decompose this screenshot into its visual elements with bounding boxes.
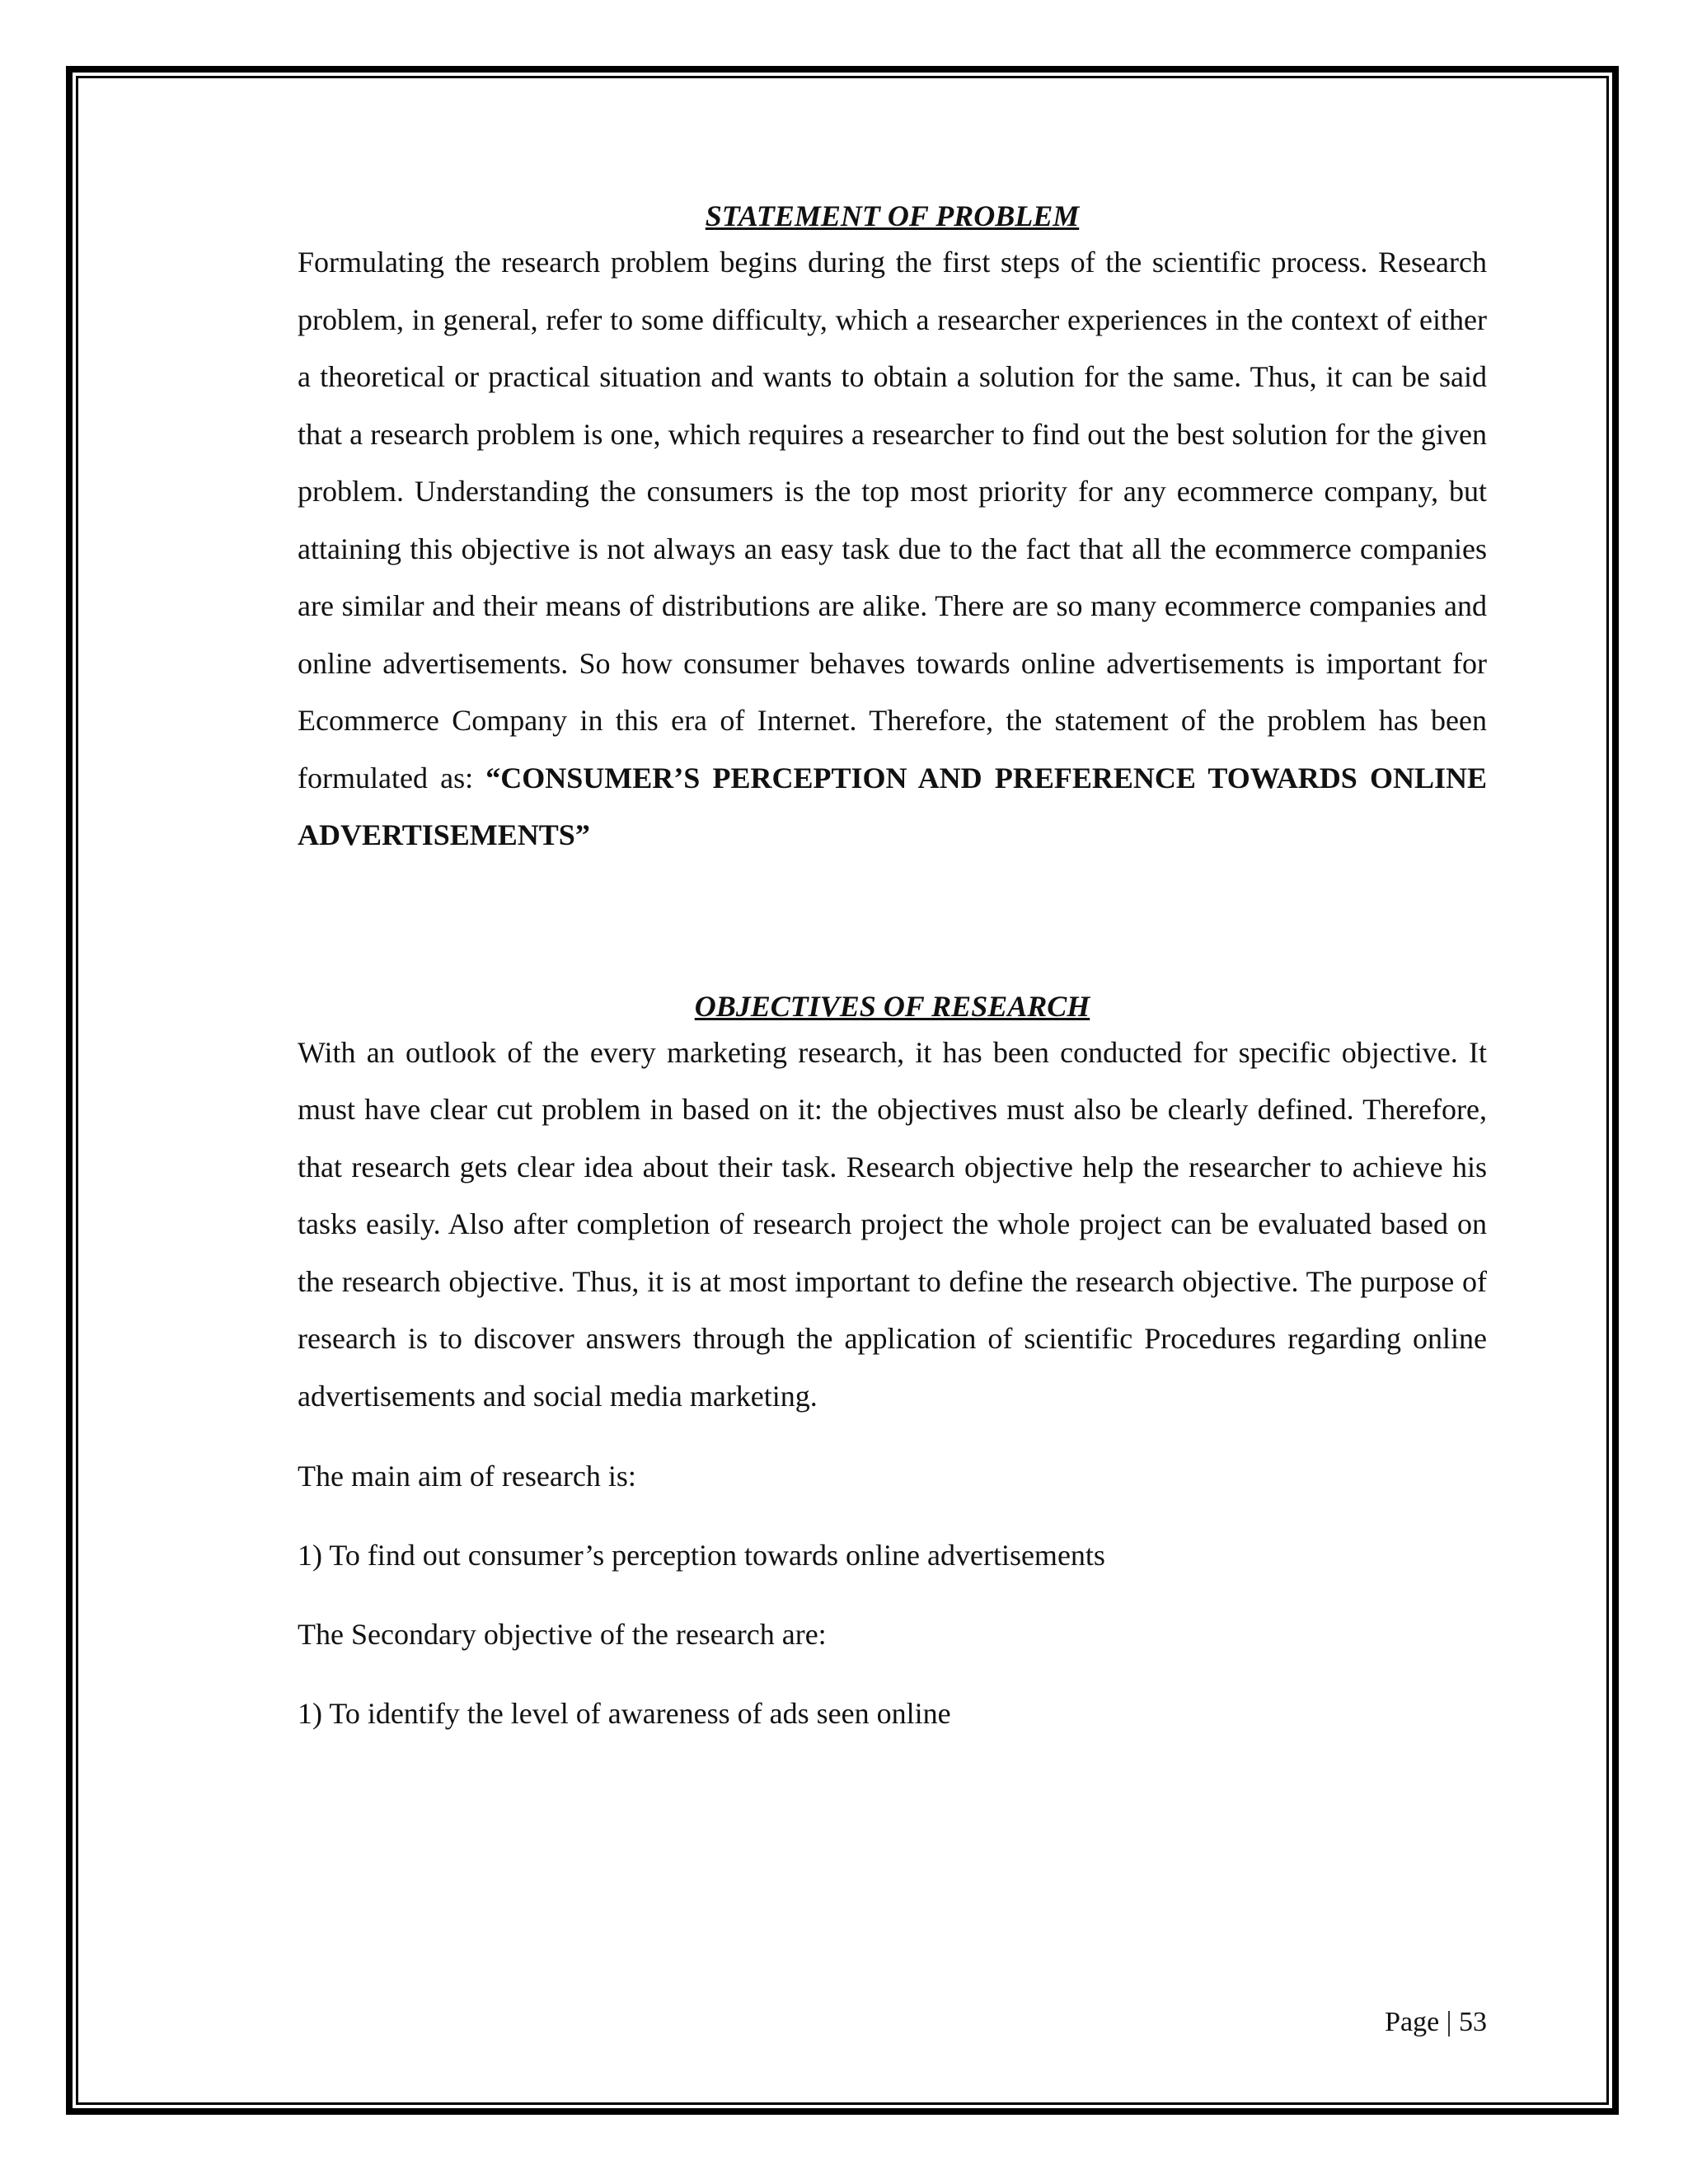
section-spacer [298,865,1487,988]
statement-of-problem-text: Formulating the research problem begins during the first steps of the scientific process. Research problem, in general, refer to some difficulty, which a researcher experiences in the context of either a theoretical or practical situation and wants to obtain a solution for the same. Thus, it can be said that a research problem is one, which requires a researcher to find out the best solution for the given problem. Understanding the consumers is the top most priority for any ecommerce company, but attaining this objective is not always an easy task due to the fact that all the ecommerce companies are similar and their means of distributions are alike. There are so many ecommerce companies and online advertisements. So how consumer behaves towards online advertisements is important for Ecommerce Company in this era of Internet. Therefore, the statement of the problem has been formulated as: [298,246,1487,794]
statement-of-problem-paragraph [298,234,1487,865]
document-body [298,198,1487,1732]
objectives-paragraph: With an outlook of the every marketing research, it has been conducted for specific objective. It must have clear cut problem in based on it: the objectives must also be clearly defined. Therefore, that research gets clear idea about their task. Research objective help the researcher to achieve his tasks easily. Also after completion of research project the whole project can be evaluated based on the research objective. Thus, it is at most important to define the research objective. The purpose of research is to discover answers through the application of scientific Procedures regarding online advertisements and social media marketing. [298,1035,1487,1413]
main-aim-line: The main aim of research is: [298,1460,636,1493]
secondary-objective-line: The Secondary objective of the research are: [298,1618,827,1651]
secondary-objective-item: 1) To identify the level of awareness of ads seen online [298,1697,951,1730]
statement-of-problem-heading: STATEMENT OF PROBLEM [705,199,1080,232]
objectives-of-research-heading: OBJECTIVES OF RESEARCH [694,989,1090,1023]
page-number: Page | 53 [1385,2007,1487,2037]
main-objective-item: 1) To find out consumer’s perception towards online advertisements [298,1539,1105,1572]
problem-statement-title: “CONSUMER’S PERCEPTION AND PREFERENCE TOWARDS ONLINE ADVERTISEMENTS” [298,761,1487,851]
